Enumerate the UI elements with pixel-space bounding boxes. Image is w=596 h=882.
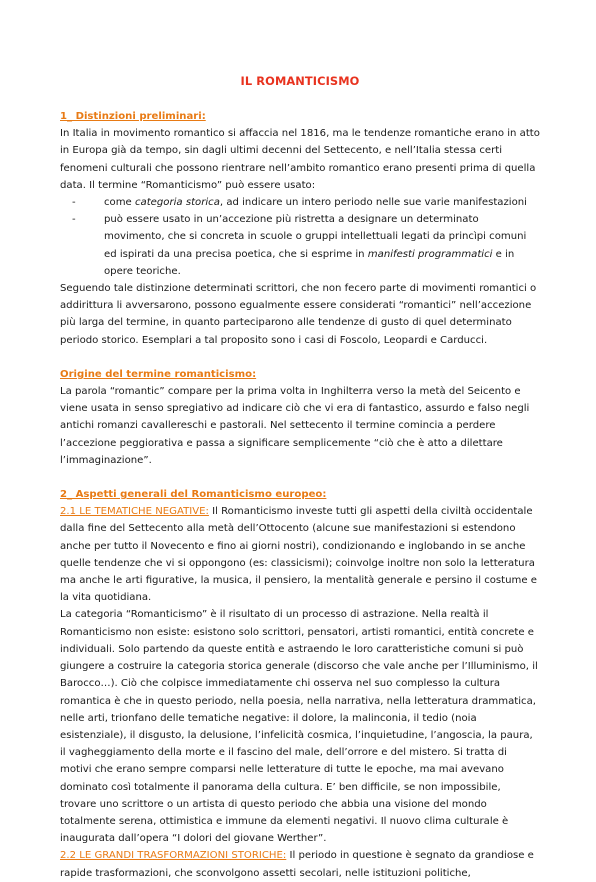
paragraph: 2.2 LE GRANDI TRASFORMAZIONI STORICHE: Il periodo in questione è segnato da grandiose e rapide trasformazioni, che sconvolgono assetti secolari, nelle istituzioni politiche, xyxy=(60,850,534,879)
emphasis: categoria storica xyxy=(134,197,220,209)
paragraph: La parola “romantic” compare per la prima volta in Inghilterra verso la metà del Seicento e viene usata in senso spregiativo ad indicare ciò che vi era di fantastico, assurdo e falso negli antichi romanzi cavallereschi e pastorali. Nel settecento il termine comincia a perdere l’accezione peggiorativa e passa a significare semplicemente “ciò che è atto a dilettare l’immaginazione”. xyxy=(60,386,530,466)
paragraph: In Italia in movimento romantico si affaccia nel 1816, ma le tendenze romantiche erano in atto in Europa già da tempo, sin dagli ultimi decenni del Settecento, e nell’Italia stessa certi fenomeni culturali che possono rientrare nell’ambito romantico erano presenti prima di quella data. Il termine “Romanticismo” può essere usato: xyxy=(60,128,540,191)
subheading-trasformazioni: 2.2 LE GRANDI TRASFORMAZIONI STORICHE: xyxy=(60,850,287,862)
emphasis: manifesti programmatici xyxy=(367,248,493,260)
section-heading-aspetti: 2_ Aspetti generali del Romanticismo europeo: xyxy=(60,489,327,501)
list-item: - come categoria storica, ad indicare un intero periodo nelle sue varie manifestazioni xyxy=(92,194,540,211)
dash-list xyxy=(60,194,540,280)
subheading-tematiche: 2.1 LE TEMATICHE NEGATIVE: xyxy=(60,506,209,518)
section-heading-distinzioni: 1_ Distinzioni preliminari: xyxy=(60,111,206,122)
paragraph: 2.1 LE TEMATICHE NEGATIVE: Il Romanticismo investe tutti gli aspetti della civiltà occidentale dalla fine del Settecento alla metà dell’Ottocento (alcune sue manifestazioni si estendono anche per tutto il Novecento e fino ai giorni nostri), condizionando e inglobando in se anche quelle tendenze che vi si oppongono (es: classicismi); coinvolge inoltre non solo la letteratura ma anche le arti figurative, la musica, il pensiero, la mentalità generale e persino il costume e la vita quotidiana. xyxy=(60,506,538,604)
page-title: IL ROMANTICISMO xyxy=(240,74,360,88)
paragraph: Seguendo tale distinzione determinati scrittori, che non fecero parte di movimenti romantici o addirittura li avversarono, possono egualmente essere considerati “romantici” nell’accezione più larga del termine, in quanto parteciparono alle tendenze di gusto di quel determinato periodo storico. Esemplari a tal proposito sono i casi di Foscolo, Leopardi e Carducci. xyxy=(60,283,537,346)
section-heading-origine: Origine del termine romanticismo: xyxy=(60,368,257,380)
paragraph: La categoria “Romanticismo” è il risultato di un processo di astrazione. Nella realtà il Romanticismo non esiste: esistono solo scrittori, pensatori, artisti romantici, entità concrete e individuali. Solo partendo da queste entità e astraendo le loro caratteristiche comuni si può giungere a costruire la categoria storica generale (discorso che vale anche per l’Illuminismo, il Barocco…). Ciò che colpisce immediatamente chi osserva nel suo complesso la cultura romantica è che in questo periodo, nella poesia, nella narrativa, nella letteratura drammatica, nelle arti, trionfano delle tematiche negative: il dolore, la malinconia, il tedio (noia esistenziale), il disgusto, la delusione, l’infelicità cosmica, l’inquietudine, l’angoscia, la paura, il vagheggiamento della morte e il fascino del male, dell’orrore e del mistero. Si tratta di motivi che erano sempre comparsi nelle letterature di tutte le epoche, ma mai avevano dominato così totalmente il panorama della cultura. E’ ben difficile, se non impossibile, trovare uno scrittore o un artista di questo periodo che abbia una visione del mondo totalmente serena, ottimistica e immune da elementi negativi. Il nuovo clima culturale è inaugurata dall’opera “I dolori del giovane Werther”. xyxy=(60,609,538,845)
list-item: - può essere usato in un’accezione più ristretta a designare un determinato movimento, che si concreta in scuole o gruppi intellettuali legati da princìpi comuni ed ispirati da una precisa poetica, che si esprime in manifesti programmatici e in opere teoriche. xyxy=(92,211,540,280)
